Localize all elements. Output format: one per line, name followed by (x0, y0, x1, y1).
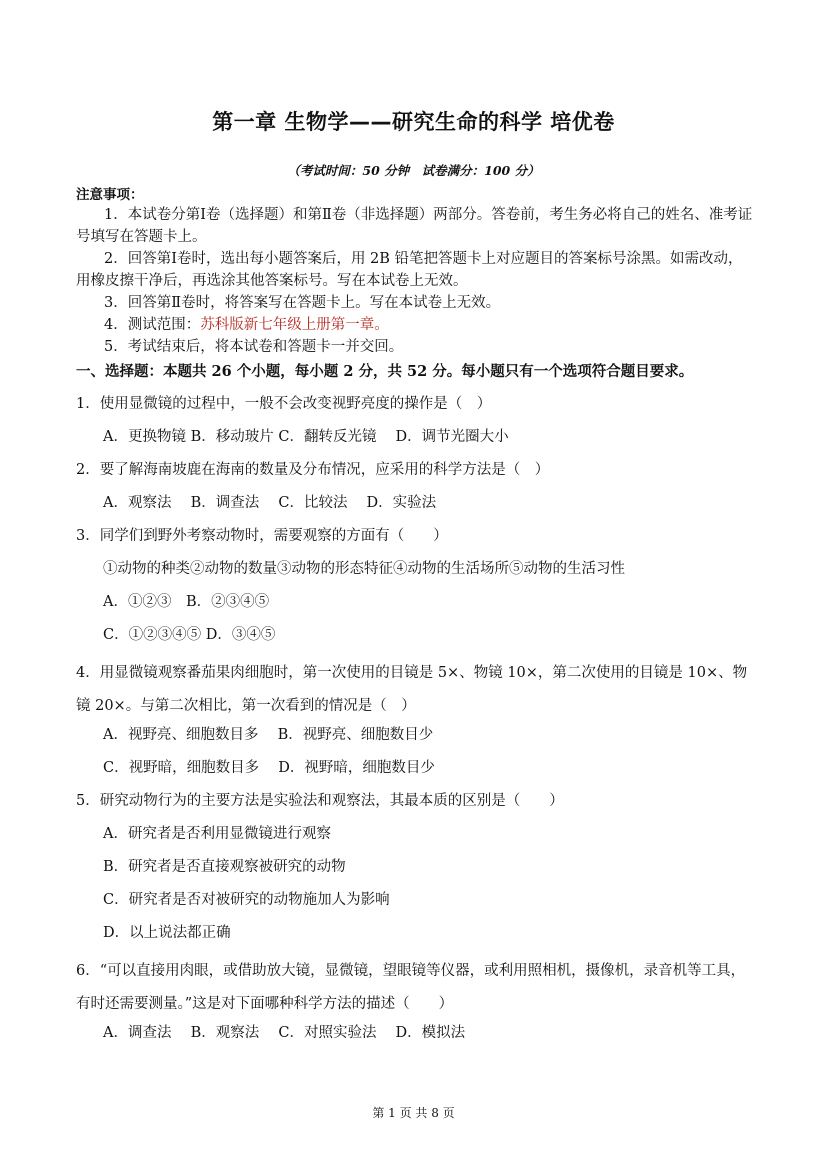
page-title: 第一章 生物学——研究生命的科学 培优卷 (212, 110, 615, 134)
page-footer: 第 1 页 共 8 页 (372, 1106, 455, 1120)
question-4-stem: 4．用显微镜观察番茄果肉细胞时，第一次使用的目镜是 5×、物镜 10×，第二次使用的目镜是 10×、物镜 20×。与第二次相比，第一次看到的情况是（ ） (76, 665, 748, 714)
question-3-items: ①动物的种类②动物的数量③动物的形态特征④动物的生活场所⑤动物的生活习性 (103, 561, 625, 577)
question-5-option-d: D．以上说法都正确 (103, 925, 231, 941)
question-5-stem: 5．研究动物行为的主要方法是实验法和观察法，其最本质的区别是（ ） (76, 793, 564, 809)
notes-heading: 注意事项： (76, 187, 144, 203)
question-3-options-cd: C．①②③④⑤ D．③④⑤ (103, 627, 276, 643)
question-3-stem: 3．同学们到野外考察动物时，需要观察的方面有（ ） (76, 528, 448, 544)
question-2-options: A．观察法 B．调查法 C．比较法 D．实验法 (103, 495, 437, 511)
note-4 (76, 314, 756, 336)
question-3-options-ab: A．①②③ B．②③④⑤ (103, 594, 270, 610)
question-4-options-cd: C．视野暗，细胞数目多 D．视野暗，细胞数目少 (103, 760, 435, 776)
exam-info: （考试时间：50 分钟 试卷满分：100 分） (287, 163, 540, 178)
question-5-option-b: B．研究者是否直接观察被研究的动物 (103, 859, 346, 875)
note-2: 2．回答第Ⅰ卷时，选出每小题答案后，用 2B 铅笔把答题卡上对应题目的答案标号涂黑。如需改动，用橡皮擦干净后，再选涂其他答案标号。写在本试卷上无效。 (76, 251, 743, 289)
question-2-stem: 2．要了解海南坡鹿在海南的数量及分布情况，应采用的科学方法是（ ） (76, 462, 550, 478)
question-5-option-a: A．研究者是否利用显微镜进行观察 (103, 826, 331, 842)
question-6-options: A．调查法 B．观察法 C．对照实验法 D．模拟法 (103, 1025, 466, 1041)
question-1-stem: 1．使用显微镜的过程中，一般不会改变视野亮度的操作是（ ） (76, 396, 492, 412)
note-1: 1．本试卷分第Ⅰ卷（选择题）和第Ⅱ卷（非选择题）两部分。答卷前，考生务必将自己的姓名、准考证号填写在答题卡上。 (76, 207, 753, 245)
question-6-stem: 6．“可以直接用肉眼，或借助放大镜，显微镜，望眼镜等仪器，或利用照相机，摄像机，录音机等工具，有时还需要测量。”这是对下面哪种科学方法的描述（ ） (76, 963, 746, 1012)
question-4-options-ab: A．视野亮、细胞数目多 B．视野亮、细胞数目少 (103, 727, 434, 743)
note-3: 3．回答第Ⅱ卷时，将答案写在答题卡上。写在本试卷上无效。 (104, 295, 501, 311)
question-1-options: A．更换物镜 B．移动玻片 C．翻转反光镜 D．调节光圈大小 (103, 429, 509, 445)
test-scope: 苏科版新七年级上册第一章。 (200, 317, 389, 333)
question-5-option-c: C．研究者是否对被研究的动物施加人为影响 (103, 892, 390, 908)
note-4-prefix: 4．测试范围： (104, 317, 201, 333)
note-5: 5．考试结束后，将本试卷和答题卡一并交回。 (104, 339, 404, 355)
section-heading: 一、选择题：本题共 26 个小题，每小题 2 分，共 52 分。每小题只有一个选项符合题目要求。 (76, 363, 694, 380)
